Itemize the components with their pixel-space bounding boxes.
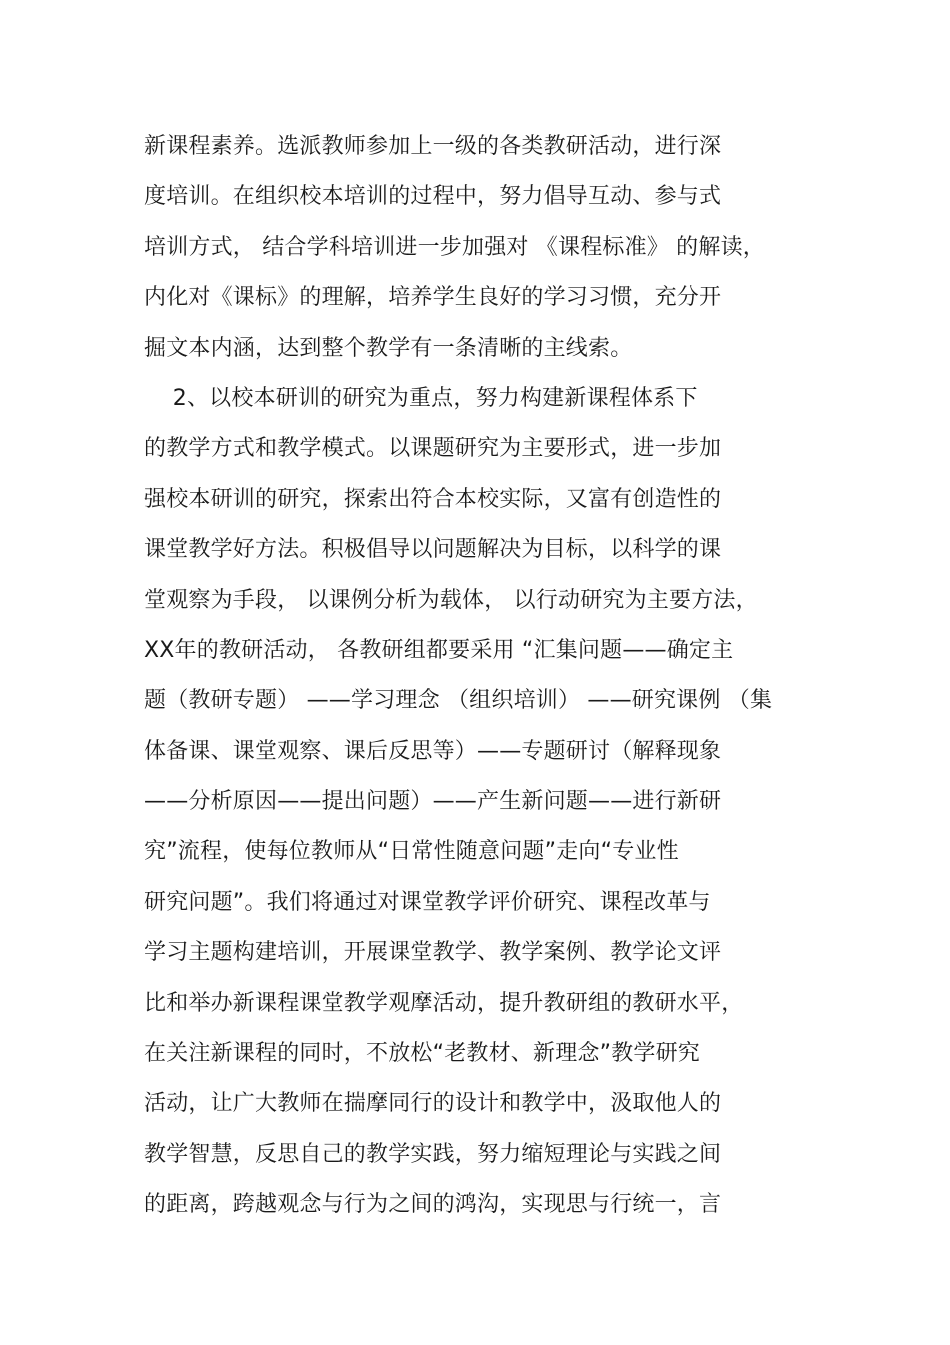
text-line-20: 活动，让广大教师在揣摩同行的设计和教学中，汲取他人的 (144, 1091, 722, 1117)
text-line-22: 的距离，跨越观念与行为之间的鸿沟，实现思与行统一，言 (144, 1192, 722, 1218)
text-line-11: XX年的教研活动， 各教研组都要采用 “汇集问题——确定主 (144, 637, 734, 663)
text-line-6: 2、以校本研训的研究为重点，努力构建新课程体系下 (144, 385, 698, 411)
text-line-7: 的教学方式和教学模式。以课题研究为主要形式，进一步加 (144, 436, 722, 462)
text-line-14: ——分析原因——提出问题）——产生新问题——进行新研 (144, 789, 722, 815)
text-line-12: 题（教研专题） ——学习理念 （组织培训） ——研究课例 （集 (144, 688, 773, 714)
text-line-5: 掘文本内涵，达到整个教学有一条清晰的主线索。 (144, 335, 633, 361)
text-line-8: 强校本研训的研究，探索出符合本校实际，又富有创造性的 (144, 486, 722, 512)
body-text (144, 122, 834, 1231)
text-line-18: 比和举办新课程课堂教学观摩活动，提升教研组的教研水平， (144, 990, 744, 1016)
text-line-15: 究”流程，使每位教师从“日常性随意问题”走向“专业性 (144, 839, 679, 865)
text-line-2: 度培训。在组织校本培训的过程中，努力倡导互动、参与式 (144, 184, 722, 210)
text-line-1: 新课程素养。选派教师参加上一级的各类教研活动，进行深 (144, 134, 722, 159)
text-line-4: 内化对《课标》的理解，培养学生良好的学习习惯，充分开 (144, 285, 722, 311)
text-line-9: 课堂教学好方法。积极倡导以问题解决为目标，以科学的课 (144, 537, 722, 563)
text-line-16: 研究问题”。我们将通过对课堂教学评价研究、课程改革与 (144, 889, 711, 915)
text-line-17: 学习主题构建培训，开展课堂教学、教学案例、教学论文评 (144, 940, 722, 966)
text-line-13: 体备课、课堂观察、课后反思等）——专题研讨（解释现象 (144, 738, 722, 764)
text-line-3: 培训方式， 结合学科培训进一步加强对 《课程标准》 的解读， (144, 234, 765, 260)
text-line-19: 在关注新课程的同时，不放松“老教材、新理念”教学研究 (144, 1041, 700, 1067)
text-line-21: 教学智慧，反思自己的教学实践，努力缩短理论与实践之间 (144, 1141, 722, 1167)
text-line-10: 堂观察为手段， 以课例分析为载体， 以行动研究为主要方法， (144, 587, 758, 613)
